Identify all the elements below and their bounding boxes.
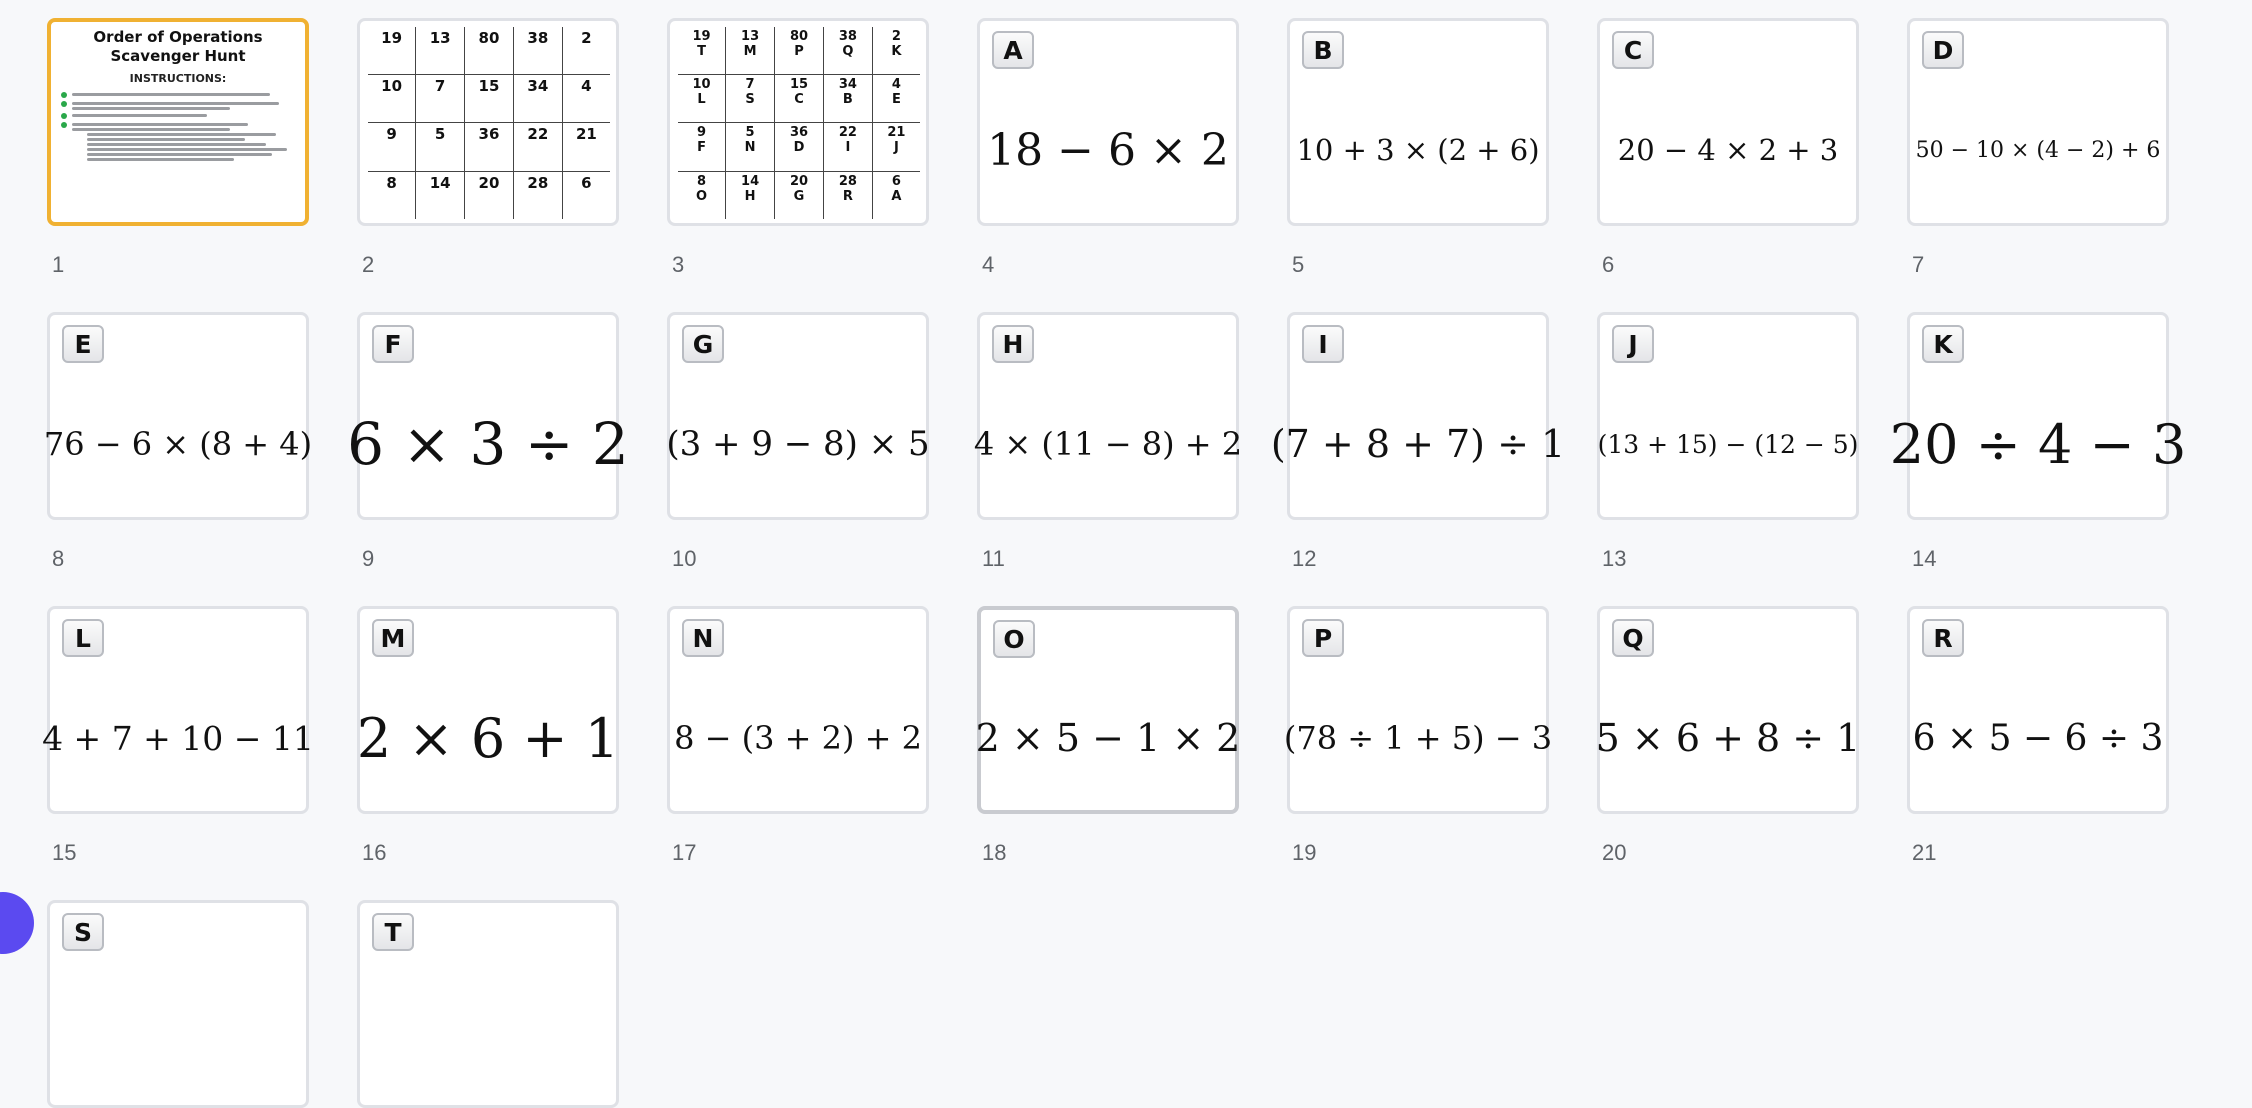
slide-thumbnail-16[interactable] (357, 606, 619, 814)
cell-letter: R (842, 188, 853, 204)
letter-badge: J (1612, 325, 1654, 363)
math-expression: 18 − 6 × 2 (987, 124, 1229, 176)
grid-cell: 80 (465, 27, 514, 74)
slide-number: 20 (1602, 840, 1627, 865)
cell-number: 5 (745, 125, 755, 141)
instruction-item (61, 121, 297, 131)
letter-badge: R (1922, 619, 1964, 657)
math-expression: 76 − 6 × (8 + 4) (43, 425, 313, 463)
slide-number: 12 (1292, 546, 1317, 571)
slide-thumbnail-15[interactable] (42, 606, 314, 814)
slide-number: 13 (1602, 546, 1627, 571)
grid-cell (678, 123, 726, 171)
letter-badge: M (372, 619, 414, 657)
slide-number: 1 (52, 252, 65, 277)
grid-cell (775, 27, 824, 75)
cell-number: 38 (838, 29, 857, 44)
letter-badge: Q (1612, 619, 1654, 657)
cell-letter: L (697, 92, 706, 108)
grid-cell: 10 (368, 74, 416, 123)
grid-cell (823, 75, 872, 123)
slide-thumbnail-8[interactable] (43, 312, 313, 520)
grid-cell: 14 (416, 172, 465, 219)
instruction-item (61, 91, 297, 98)
math-expression: 4 + 7 + 10 − 11 (42, 718, 314, 758)
grid-cell: 34 (513, 74, 562, 123)
slide-thumbnail-10[interactable] (667, 312, 929, 520)
cell-number: 14 (741, 173, 760, 189)
cell-letter: J (894, 140, 899, 156)
cell-letter: A (891, 188, 902, 204)
cell-number: 7 (745, 77, 755, 93)
grid-cell: 19 (368, 27, 416, 74)
grid-cell: 28 (513, 172, 562, 219)
cell-letter: C (794, 92, 804, 108)
slide-thumbnail-20[interactable] (1597, 606, 1859, 814)
grid-cell: 13 (416, 27, 465, 74)
math-expression: (7 + 8 + 7) ÷ 1 (1270, 422, 1566, 466)
letter-badge: H (992, 325, 1034, 363)
grid-cell: 22 (513, 123, 562, 172)
cell-letter: O (696, 188, 708, 204)
grid-cell (726, 27, 775, 75)
grid-cell (872, 27, 920, 75)
slide-thumbnail-3[interactable] (667, 18, 929, 226)
slide-number: 11 (982, 546, 1005, 571)
cell-letter: D (793, 140, 805, 156)
slide-title: Order of Operations Scavenger Hunt (93, 28, 263, 65)
check-icon (61, 113, 67, 119)
answer-key-grid (678, 27, 920, 219)
letter-badge: O (993, 620, 1035, 658)
check-icon (61, 122, 67, 128)
avatar[interactable] (0, 892, 34, 954)
math-expression: 10 + 3 × (2 + 6) (1296, 133, 1540, 167)
slide-thumbnail-11[interactable] (973, 312, 1243, 520)
slide-thumbnail-21[interactable] (1907, 606, 2169, 814)
math-expression: 20 ÷ 4 − 3 (1889, 412, 2187, 476)
slide-thumbnail-9[interactable] (347, 312, 629, 520)
cell-number: 6 (891, 173, 901, 189)
slide-number: 10 (672, 546, 697, 571)
cell-letter: G (793, 188, 805, 204)
cell-number: 28 (838, 173, 857, 189)
answer-template-grid (368, 27, 610, 219)
grid-cell (775, 123, 824, 171)
grid-cell (872, 171, 920, 219)
letter-badge: B (1302, 31, 1344, 69)
cell-letter: N (744, 140, 756, 156)
instruction-item (61, 100, 297, 110)
slide-thumbnail-18[interactable] (977, 606, 1239, 814)
cell-letter: K (891, 44, 902, 59)
grid-cell (775, 171, 824, 219)
slide-thumbnail-17[interactable] (667, 606, 929, 814)
check-icon (61, 101, 67, 107)
slide-number: 7 (1912, 252, 1925, 277)
slide-number: 8 (52, 546, 65, 571)
math-expression: 2 × 6 + 1 (356, 706, 620, 770)
cell-number: 10 (692, 77, 711, 93)
grid-cell (775, 75, 824, 123)
cell-letter: H (744, 188, 756, 204)
slide-thumbnail-1[interactable] (47, 18, 309, 226)
letter-badge: A (992, 31, 1034, 69)
slide-number: 15 (52, 840, 77, 865)
grid-cell (823, 171, 872, 219)
cell-letter: I (845, 140, 851, 156)
cell-number: 19 (692, 29, 711, 44)
slide-thumbnail-7[interactable] (1907, 18, 2169, 226)
grid-cell: 9 (368, 123, 416, 172)
grid-cell: 8 (386, 174, 397, 193)
slide-number: 17 (672, 840, 697, 865)
slide-number: 6 (1602, 252, 1615, 277)
math-expression: 6 × 3 ÷ 2 (347, 410, 629, 478)
grid-cell: 38 (513, 27, 562, 74)
letter-badge: C (1612, 31, 1654, 69)
letter-badge: D (1922, 31, 1964, 69)
slide-thumbnail-22[interactable] (47, 900, 309, 1108)
grid-cell: 6 (562, 172, 610, 219)
cell-number: 2 (891, 29, 901, 44)
letter-badge: K (1922, 325, 1964, 363)
slide-number: 5 (1292, 252, 1305, 277)
letter-badge: G (682, 325, 724, 363)
cell-letter: B (842, 92, 853, 108)
slide-number: 14 (1912, 546, 1937, 571)
cell-number: 80 (789, 29, 809, 44)
math-expression: 2 × 5 − 1 × 2 (975, 716, 1241, 760)
cell-number: 13 (741, 29, 760, 44)
instruction-item (61, 112, 297, 119)
grid-cell (678, 27, 726, 75)
cell-number: 20 (789, 173, 809, 189)
grid-cell (823, 27, 872, 75)
math-expression: (13 + 15) − (12 − 5) (1597, 429, 1859, 459)
math-expression: (78 ÷ 1 + 5) − 3 (1283, 719, 1553, 757)
math-expression: 20 − 4 × 2 + 3 (1617, 133, 1839, 167)
grid-cell (678, 171, 726, 219)
slide-number: 4 (982, 252, 995, 277)
slide-thumbnail-19[interactable] (1283, 606, 1553, 814)
letter-badge: E (62, 325, 104, 363)
slide-thumbnail-5[interactable] (1287, 18, 1549, 226)
slide-thumbnail-4[interactable] (977, 18, 1239, 226)
cell-number: 8 (697, 173, 707, 189)
grid-cell (823, 123, 872, 171)
slide-number: 21 (1912, 840, 1937, 865)
letter-badge: I (1302, 325, 1344, 363)
slide-number: 18 (982, 840, 1007, 865)
letter-badge: T (372, 913, 414, 951)
grid-cell: 5 (416, 123, 465, 172)
grid-cell: 2 (562, 27, 610, 74)
cell-number: 9 (697, 125, 707, 141)
cell-number: 36 (789, 125, 809, 141)
slide-thumbnail-13[interactable] (1597, 312, 1859, 520)
grid-cell (726, 171, 775, 219)
cell-letter: Q (842, 44, 854, 59)
slide-number: 19 (1292, 840, 1317, 865)
math-expression: 4 × (11 − 8) + 2 (973, 425, 1243, 463)
grid-cell (872, 75, 920, 123)
grid-cell (872, 123, 920, 171)
cell-letter: E (891, 92, 901, 108)
cell-number: 15 (789, 77, 809, 93)
math-expression: 8 − (3 + 2) + 2 (674, 719, 922, 757)
cell-letter: P (794, 44, 804, 59)
grid-cell: 20 (465, 172, 514, 219)
grid-cell: 4 (562, 74, 610, 123)
slide-thumbnail-23[interactable] (357, 900, 619, 1108)
cell-letter: T (697, 44, 706, 59)
cell-letter: F (697, 140, 706, 156)
cell-letter: M (743, 44, 757, 59)
slide-number: 3 (672, 252, 685, 277)
cell-number: 4 (891, 77, 901, 93)
slide-thumbnail-14[interactable] (1889, 312, 2187, 520)
math-expression: 5 × 6 + 8 ÷ 1 (1595, 716, 1861, 760)
slide-thumbnail-12[interactable] (1270, 312, 1566, 520)
cell-letter: S (745, 92, 755, 108)
math-expression: 6 × 5 − 6 ÷ 3 (1912, 717, 2164, 759)
cell-number: 21 (887, 125, 906, 141)
grid-cell: 15 (465, 74, 514, 123)
slide-number: 2 (362, 252, 375, 277)
check-icon (61, 92, 67, 98)
grid-cell: 21 (562, 123, 610, 172)
math-expression: 50 − 10 × (4 − 2) + 6 (1915, 137, 2161, 163)
letter-badge: F (372, 325, 414, 363)
letter-badge: P (1302, 619, 1344, 657)
grid-cell (726, 123, 775, 171)
letter-badge: S (62, 913, 104, 951)
math-expression: (3 + 9 − 8) × 5 (666, 424, 930, 464)
grid-cell: 36 (465, 123, 514, 172)
slide-thumbnail-6[interactable] (1597, 18, 1859, 226)
letter-badge: N (682, 619, 724, 657)
cell-number: 34 (838, 77, 857, 93)
letter-badge: L (62, 619, 104, 657)
slide-number: 9 (362, 546, 375, 571)
grid-cell (726, 75, 775, 123)
grid-cell (678, 75, 726, 123)
instructions-list (51, 91, 305, 161)
instructions-heading: INSTRUCTIONS: (129, 72, 227, 85)
cell-number: 22 (838, 125, 857, 141)
grid-cell: 7 (416, 74, 465, 123)
slide-number: 16 (362, 840, 387, 865)
slide-thumbnail-2[interactable] (357, 18, 619, 226)
